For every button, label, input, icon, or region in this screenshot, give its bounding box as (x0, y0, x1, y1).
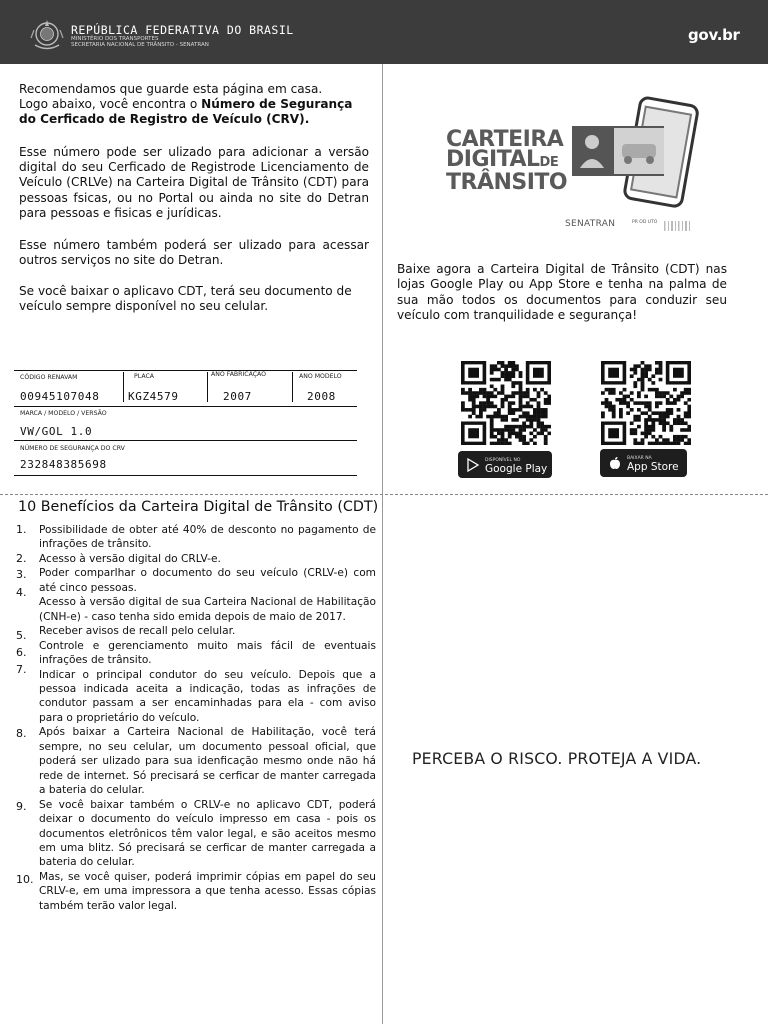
phone-illustration-icon (570, 96, 700, 208)
qr-code-google-play-icon[interactable] (461, 361, 551, 445)
benefits-list (39, 523, 376, 913)
apple-badge-big-text: App Store (627, 461, 679, 473)
placa-label: PLACA (134, 373, 154, 380)
horizontal-cut-line (0, 494, 768, 495)
benefit-item: Poder comparlhar o documento do seu veículo (CRLV-e) com até cinco pessoas. (39, 567, 376, 594)
marca-label: MARCA / MODELO / VERSÃO (20, 410, 107, 417)
benefit-number: 2. (16, 552, 27, 565)
table-separator (123, 372, 124, 402)
google-badge-small-text: DISPONÍVEL NO (485, 457, 521, 463)
placa-value: KGZ4579 (128, 390, 179, 403)
govbr-logo: gov.br (688, 26, 740, 44)
cdt-download-text: Baixe agora a Carteira Digital de Trânsito (CDT) nas lojas Google Play ou App Store e tenha na palma de sua mão todos os documentos para conduzir seu veículo com tranquilidade e segurança! (397, 262, 727, 323)
header-ministry: MINISTÉRIO DOS TRANSPORTES (71, 36, 159, 42)
google-badge-big-text: Google Play (485, 462, 548, 475)
barcode-icon (664, 221, 692, 231)
ano-fabricacao-label: ANO FABRICAÇÃO (211, 371, 267, 378)
cdt-logo-de: DE (539, 155, 559, 170)
produto-tag: PR OD UTO (632, 220, 658, 225)
intro-paragraph-2: Esse número pode ser ulizado para adicionar a versão digital do seu Cerficado de Registrode Licenciamento de Veículo (CRLVe) na Carteira Digital de Trânsito (CDT) para pessoas fsicas, ou no Portal ou ainda no site do Detran para pessoas e fisicas e jurídicas. (19, 145, 369, 220)
vehicle-info-table (14, 368, 357, 476)
benefit-number: 1. (16, 523, 27, 536)
benefit-item: Após baixar a Carteira Nacional de Habilitação, você terá sempre, no seu celular, um documento pessoal oficial, que poderá ser ulizado para sua idenficação mesmo onde não há rede de internet. Só precisará se cerficar de manter carregada a bateria do celular. (39, 726, 376, 797)
benefit-item: Indicar o principal condutor do seu veículo. Depois que a pessoa indicada aceita a indicação, todas as infrações de condutor passam a ser encaminhadas para ela - com aviso para o proprietário do veículo. (39, 668, 376, 724)
cdt-logo-line3: TRÂNSITO (446, 170, 568, 195)
slogan: PERCEBA O RISCO. PROTEJA A VIDA. (412, 749, 702, 768)
benefit-item: Mas, se você quiser, poderá imprimir cópias em papel do seu CRLV-e, em uma impressora a que tenha acesso. Essas cópias também terão valor legal. (39, 870, 376, 912)
header-secretariat: SECRETARIA NACIONAL DE TRÂNSITO - SENATRAN (71, 42, 209, 48)
intro-paragraph-4: Se você baixar o aplicavo CDT, terá seu documento de veículo sempre disponível no seu celular. (19, 284, 352, 314)
benefit-number: 3. (16, 568, 27, 581)
benefits-title: 10 Benefícios da Carteira Digital de Trânsito (CDT) (18, 499, 379, 515)
crv-label: NÚMERO DE SEGURANÇA DO CRV (20, 445, 125, 452)
coat-of-arms-icon (30, 18, 64, 52)
ano-modelo-label: ANO MODELO (299, 373, 342, 380)
table-separator (207, 372, 208, 402)
ano-fabricacao-value: 2007 (223, 390, 252, 403)
ano-modelo-value: 2008 (307, 390, 336, 403)
table-rule (14, 440, 357, 441)
intro-paragraph-1 (19, 82, 369, 128)
table-rule (14, 406, 357, 407)
benefit-item: Receber avisos de recall pelo celular. (39, 625, 236, 638)
benefit-item: Se você baixar também o CRLV-e no aplicavo CDT, poderá deixar o documento do veículo impresso em casa - pois os documentos eletrônicos têm valor legal, e são aceitos mesmo em uma blitz. Só precisará se cerficar de manter carregada a bateria do celular. (39, 798, 376, 869)
cdt-promo-graphic (446, 96, 706, 246)
cdt-logo-line1: CARTEIRA (446, 127, 564, 152)
benefit-number: 4. (16, 586, 27, 599)
google-play-badge[interactable] (458, 451, 552, 478)
renavam-value: 00945107048 (20, 390, 100, 403)
intro-crv-bold: Número de Segurança do Cerficado de Registro de Veículo (CRV). (19, 97, 353, 127)
benefit-number: 7. (16, 663, 27, 676)
benefit-number: 6. (16, 646, 27, 659)
benefit-item: Acesso à versão digital do CRLV-e. (39, 552, 221, 565)
app-store-badge[interactable] (600, 449, 687, 477)
benefit-number: 9. (16, 800, 27, 813)
intro-line-keep-page: Recomendamos que guarde esta página em casa. (19, 82, 323, 96)
apple-icon (608, 456, 622, 470)
benefit-number: 8. (16, 727, 27, 740)
header-title: REPÚBLICA FEDERATIVA DO BRASIL (71, 23, 294, 37)
crv-value: 232848385698 (20, 458, 107, 471)
table-rule (14, 370, 357, 371)
google-play-icon (466, 458, 480, 472)
renavam-label: CÓDIGO RENAVAM (20, 374, 78, 381)
marca-value: VW/GOL 1.0 (20, 425, 93, 438)
cdt-logo (446, 127, 568, 195)
cdt-logo-digital: DIGITAL (446, 147, 540, 172)
table-rule (14, 475, 357, 476)
senatran-label: SENATRAN (565, 219, 616, 229)
intro-line-below: Logo abaixo, você encontra o (19, 97, 202, 112)
table-separator (292, 372, 293, 402)
benefit-item: Controle e gerenciamento muito mais fácil de eventuais infrações de trânsito. (39, 639, 376, 667)
benefit-number: 5. (16, 629, 27, 642)
benefit-number: 10. (16, 873, 34, 886)
benefit-item: Acesso à versão digital de sua Carteira Nacional de Habilitação (CNH-e) - caso tenha sido emida depois de maio de 2017. (39, 596, 376, 623)
apple-badge-small-text: BAIXAR NA (627, 456, 652, 461)
intro-paragraph-3: Esse número também poderá ser ulizado para acessar outros serviços no site do Detran. (19, 238, 369, 268)
qr-code-app-store-icon[interactable] (601, 361, 691, 445)
vertical-divider (382, 64, 383, 1024)
benefit-item: Possibilidade de obter até 40% de desconto no pagamento de infrações de trânsito. (39, 524, 376, 551)
